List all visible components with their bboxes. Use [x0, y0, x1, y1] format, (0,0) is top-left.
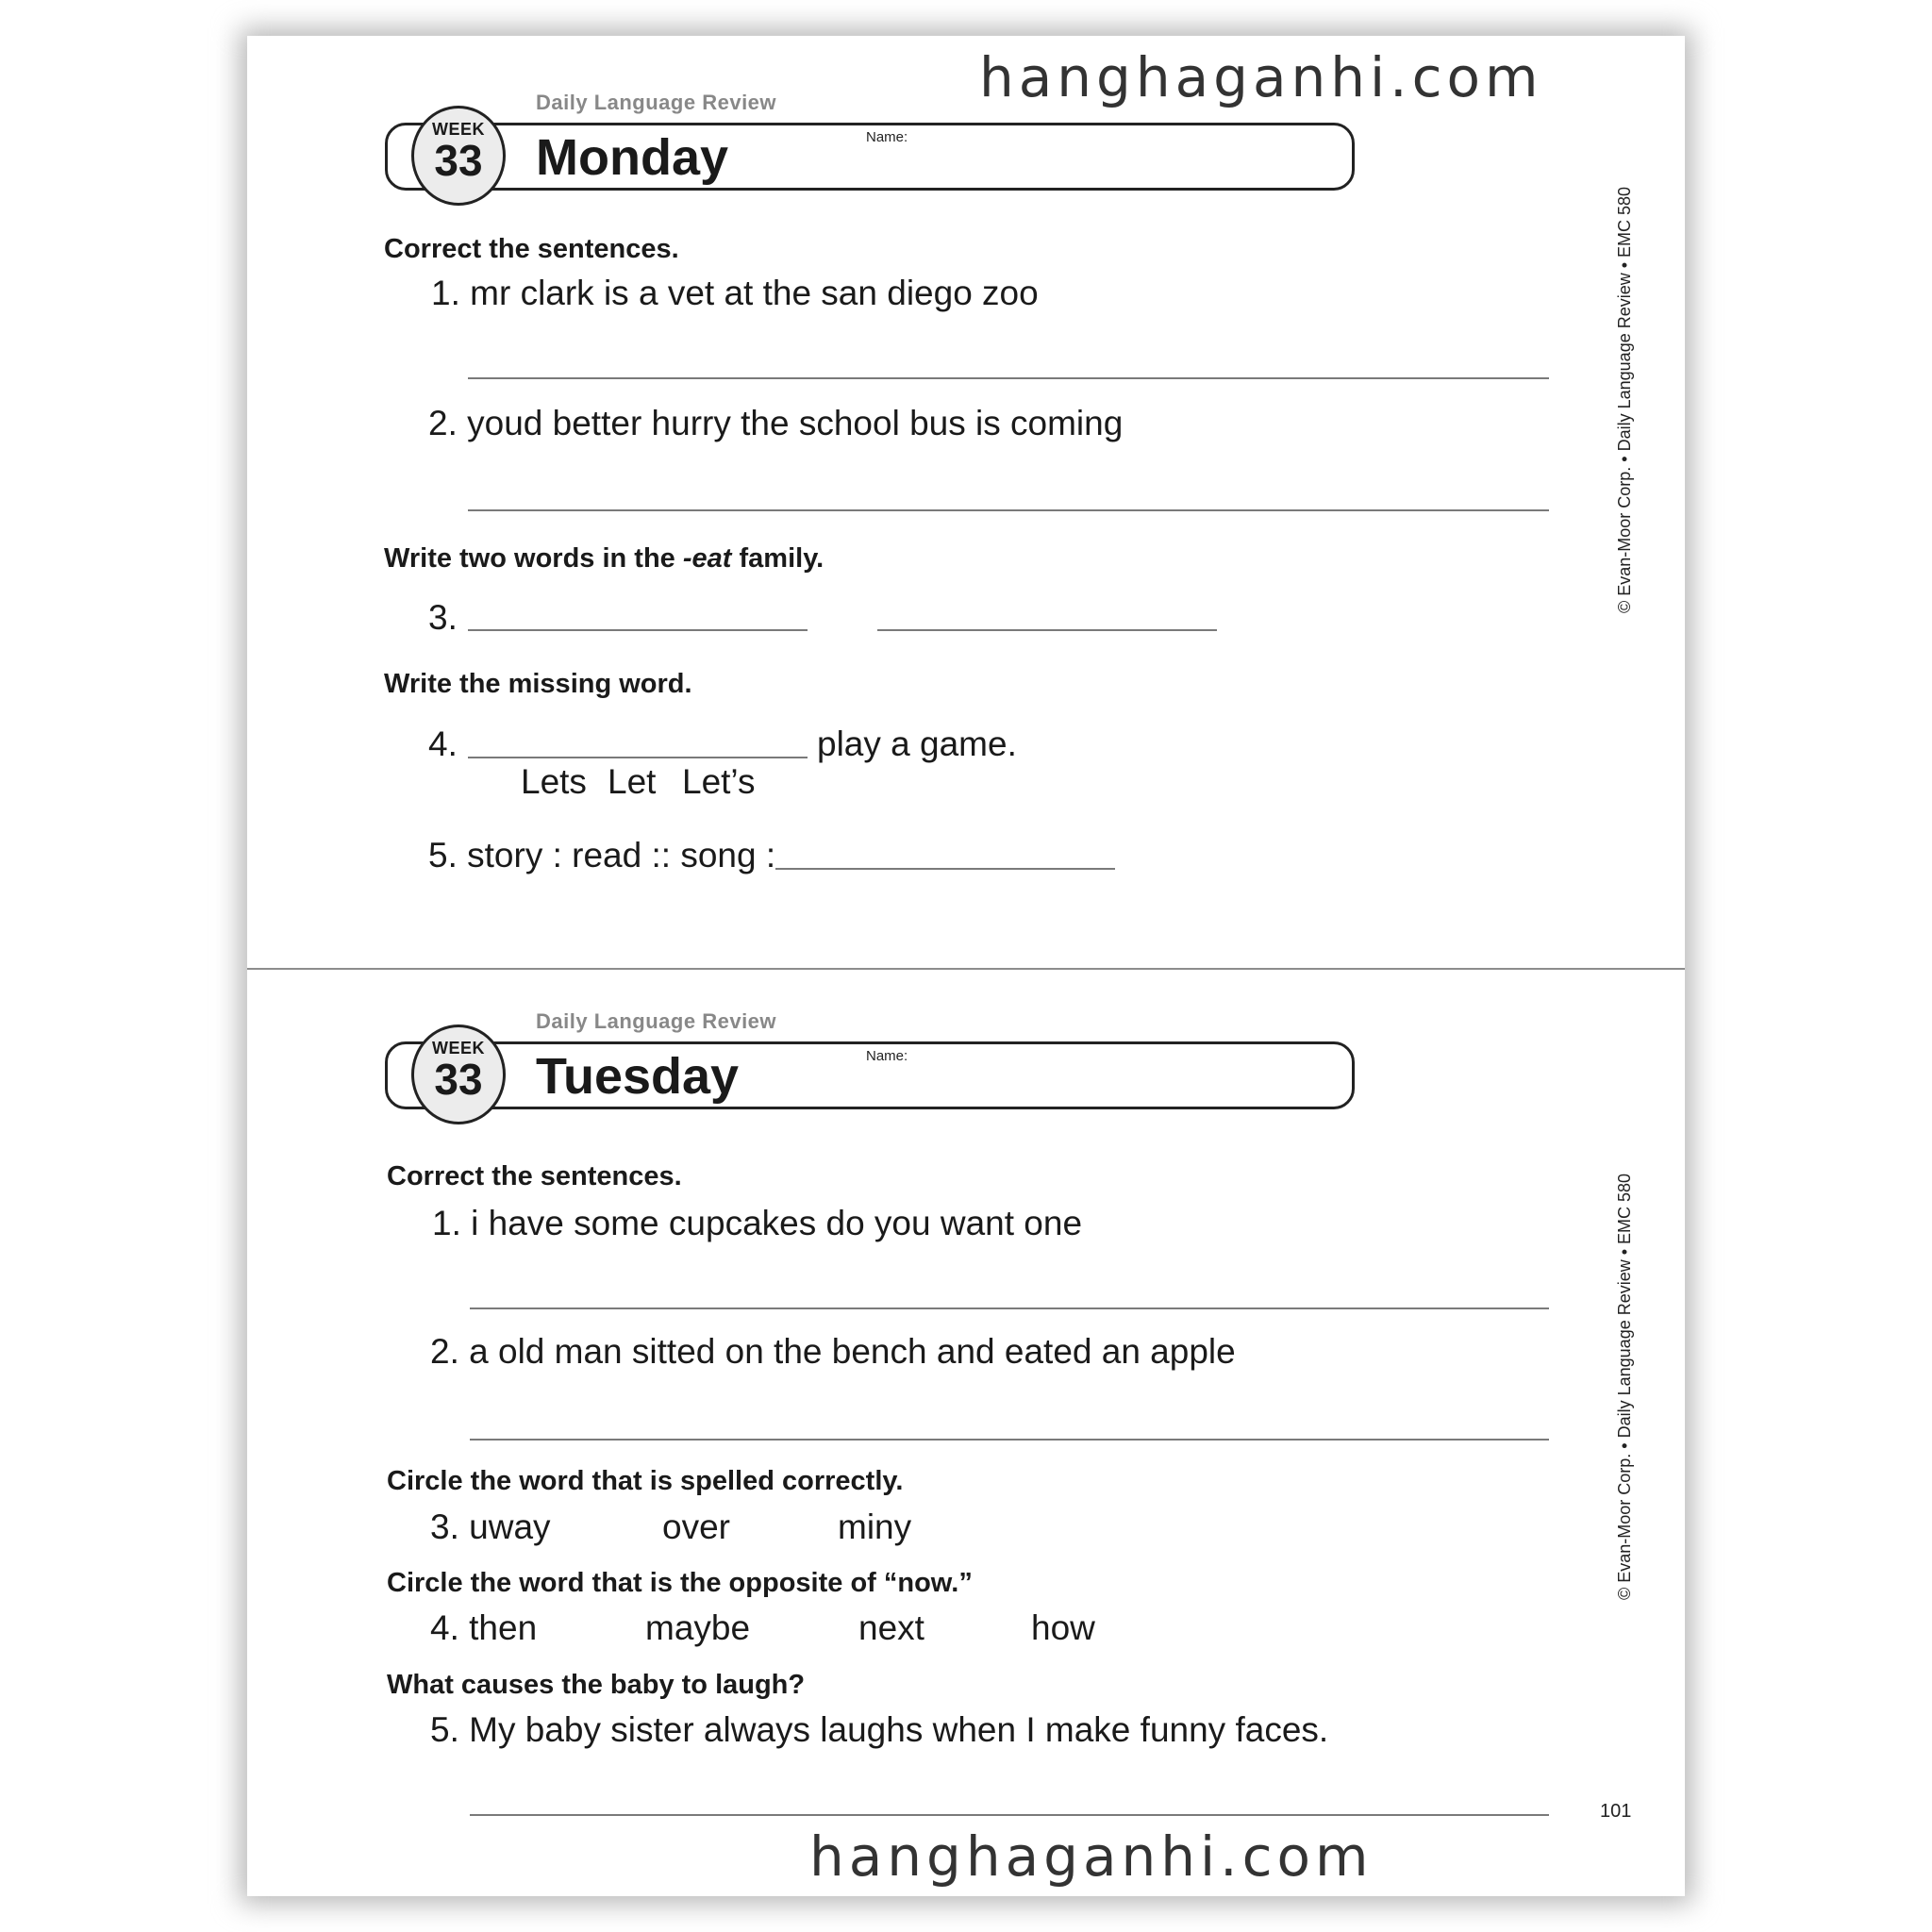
tuesday-worksheet	[247, 36, 1685, 1896]
choice[interactable]: maybe	[645, 1608, 751, 1647]
item-4-text: play a game.	[817, 724, 1017, 763]
item-4: 4. then	[430, 1608, 538, 1647]
item-3: 3.	[428, 598, 458, 637]
copyright-credit: © Evan-Moor Corp. • Daily Language Review • EMC 580	[1615, 186, 1634, 613]
choice[interactable]: over	[662, 1507, 730, 1546]
item-5: 5. story : read :: song :	[428, 836, 776, 874]
copyright-credit: © Evan-Moor Corp. • Daily Language Review • EMC 580	[1615, 1173, 1634, 1600]
instruction: Correct the sentences.	[384, 234, 679, 264]
item-5: 5. My baby sister always laughs when I make funny faces.	[430, 1710, 1329, 1749]
instruction: Correct the sentences.	[387, 1161, 682, 1191]
instruction: Write the missing word.	[384, 669, 692, 699]
week-badge	[411, 1024, 506, 1124]
item-1: 1. i have some cupcakes do you want one	[432, 1204, 1083, 1242]
worksheet-page	[247, 36, 1685, 1896]
answer-line-2[interactable]	[470, 1439, 1549, 1441]
instruction: Circle the word that is spelled correctly.	[387, 1466, 904, 1496]
watermark-top: hanghaganhi.com	[979, 45, 1543, 109]
item-1: 1. mr clark is a vet at the san diego zoo	[431, 274, 1039, 312]
series-title: Daily Language Review	[536, 1009, 777, 1033]
name-label: Name:	[866, 1048, 908, 1064]
instruction: Circle the word that is the opposite of “now.”	[387, 1568, 973, 1598]
choice: Lets	[521, 762, 587, 801]
answer-line-1[interactable]	[470, 1307, 1549, 1309]
choice: Let	[608, 762, 657, 801]
instruction: Write two words in the -eat family.	[384, 543, 824, 574]
instruction: What causes the baby to laugh?	[387, 1670, 806, 1700]
week-number: 33	[434, 1055, 483, 1104]
week-label: WEEK	[432, 1039, 485, 1058]
choice: Let’s	[682, 762, 756, 801]
choice[interactable]: uway	[469, 1507, 551, 1546]
choice[interactable]: then	[469, 1608, 538, 1647]
series-title: Daily Language Review	[536, 91, 777, 114]
choice[interactable]: next	[858, 1608, 924, 1647]
item-4-number: 4.	[428, 724, 458, 763]
day-title: Tuesday	[536, 1048, 740, 1105]
choice[interactable]: miny	[838, 1507, 912, 1546]
answer-line-5[interactable]	[470, 1814, 1549, 1816]
day-title: Monday	[536, 129, 729, 186]
page-number: 101	[1600, 1801, 1632, 1822]
watermark-bottom: hanghaganhi.com	[809, 1824, 1374, 1889]
choice[interactable]: how	[1031, 1608, 1095, 1647]
week-number: 33	[434, 136, 483, 185]
name-label: Name:	[866, 129, 908, 145]
item-3: 3. uway	[430, 1507, 551, 1546]
item-2: 2. a old man sitted on the bench and eated an apple	[430, 1332, 1236, 1371]
item-2: 2. youd better hurry the school bus is coming	[428, 404, 1124, 442]
week-label: WEEK	[432, 120, 485, 139]
